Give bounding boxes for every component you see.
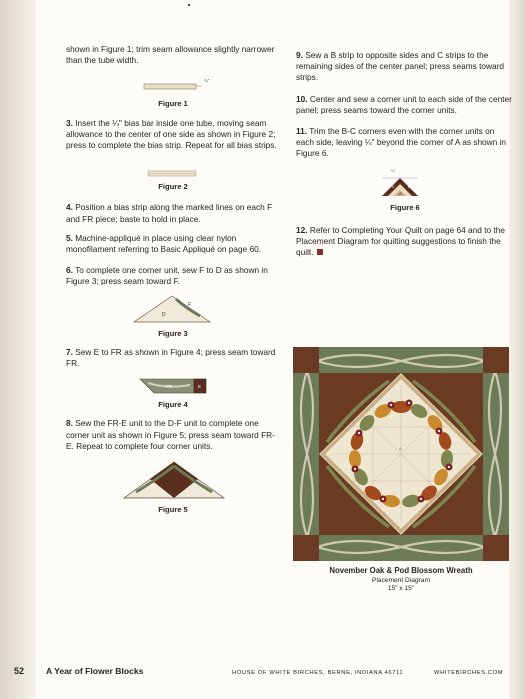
figure-3-label-d: D [162,311,166,318]
figure-6-label-quarter: ¼" [391,167,396,173]
figure-6-label-b: B [408,183,411,189]
placement-subtitle [293,577,509,593]
step-3 [66,118,280,152]
step-5-number: 5. [66,232,73,243]
step-4-text: Position a bias strip along the marked lines on each F and FR piece; baste to hold in place. [66,202,273,224]
step-5 [66,233,280,255]
step-9-number: 9. [296,50,303,60]
step-12 [296,225,514,259]
step-9 [296,50,514,84]
placement-title: November Oak & Pod Blossom Wreath [329,566,473,575]
step-7-text: Sew E to FR as shown in Figure 4; press seam toward FR. [66,346,276,369]
page-gutter [0,0,36,699]
placement-diagram [293,347,509,561]
intro-text: shown in Figure 1; trim seam allowance slightly narrower than the tube width. [66,44,275,66]
figure-1-label: ¾" [204,78,210,84]
step-10-number: 10. [296,93,308,104]
figure-5 [66,458,280,502]
step-4-number: 4. [66,202,73,213]
figure-3-label-f: F [188,301,192,308]
end-mark-icon [317,249,323,255]
placement-subtitle-text: Placement Diagram [372,577,430,584]
figure-2-graphic [66,157,280,187]
step-3-text: Insert the ¼" bias bar inside one tube, moving seam allowance to the center of one side as shown in Figure 2; press to complete the bias strip. Repeat for all bias strips. [66,117,277,151]
step-5-text: Machine-appliqué in place using clear nylon monofilament referring to Basic Appliqué on page 60. [66,232,262,255]
step-7-number: 7. [66,346,73,357]
figure-6-label-c: C [392,183,395,189]
figure-1 [66,72,280,102]
figure-1-caption: Figure 1 [158,99,188,109]
figure-2-caption: Figure 2 [158,182,188,192]
figure-4-label-fr: FR [166,384,172,390]
publisher-address: HOUSE OF WHITE BIRCHES, BERNE, INDIANA 46711 [232,670,404,676]
figure-3-caption: Figure 3 [158,328,188,338]
step-11-number: 11. [296,126,308,137]
step-6-text: To complete one corner unit, sew F to D as shown in Figure 3; press seam toward F. [66,265,268,287]
left-column [66,44,280,515]
placement-size: 15" x 15" [387,585,415,592]
figure-3 [66,294,280,326]
step-9-text: Sew a B strip to opposite sides and C strips to the remaining sides of the center panel; press seams toward strips. [296,50,504,83]
step-10-text: Center and sew a corner unit to each side of the center panel; press seams toward the corner units. [296,93,512,115]
step-11 [296,126,514,160]
step-12-number: 12. [296,224,308,235]
publisher-website: WHITEBIRCHES.COM [434,670,504,676]
step-11-text: Trim the B-C corners even with the corner units on each side, leaving ¼" beyond the corner of A as shown in Figure 6. [296,126,507,159]
placement-diagram-graphic [293,347,509,561]
figure-6-graphic [296,166,514,200]
figure-6 [296,166,514,200]
step-12-text: Refer to Completing Your Quilt on page 64 and to the Placement Diagram for quilting suggestions to finish the quilt. [296,224,505,258]
right-column [296,50,514,264]
figure-4-graphic [66,375,280,397]
step-4 [66,202,280,224]
figure-4-caption: Figure 4 [158,400,188,410]
figure-5-graphic [66,458,280,502]
figure-3-graphic [66,294,280,326]
figure-6-label-a: A [399,190,402,196]
step-10 [296,94,514,116]
step-8 [66,418,280,452]
figure-2 [66,157,280,187]
print-mark [188,4,190,6]
figure-5-caption: Figure 5 [158,505,188,515]
book-title: A Year of Flower Blocks [46,666,144,676]
step-3-number: 3. [66,117,73,128]
figure-6-caption: Figure 6 [390,202,420,212]
step-7 [66,347,280,369]
step-8-number: 8. [66,418,73,429]
step-8-text: Sew the FR-E unit to the D-F unit to complete one corner unit as shown in Figure 5; press seam toward FR-E. Repeat to complete four corner units. [66,418,275,451]
figure-4-label-e: E [198,384,202,390]
figure-4 [66,375,280,397]
placement-label-a: A [399,446,402,451]
figure-1-graphic [66,72,280,102]
page-number: 52 [14,666,25,676]
step-6 [66,265,280,287]
step-6-number: 6. [66,265,73,276]
